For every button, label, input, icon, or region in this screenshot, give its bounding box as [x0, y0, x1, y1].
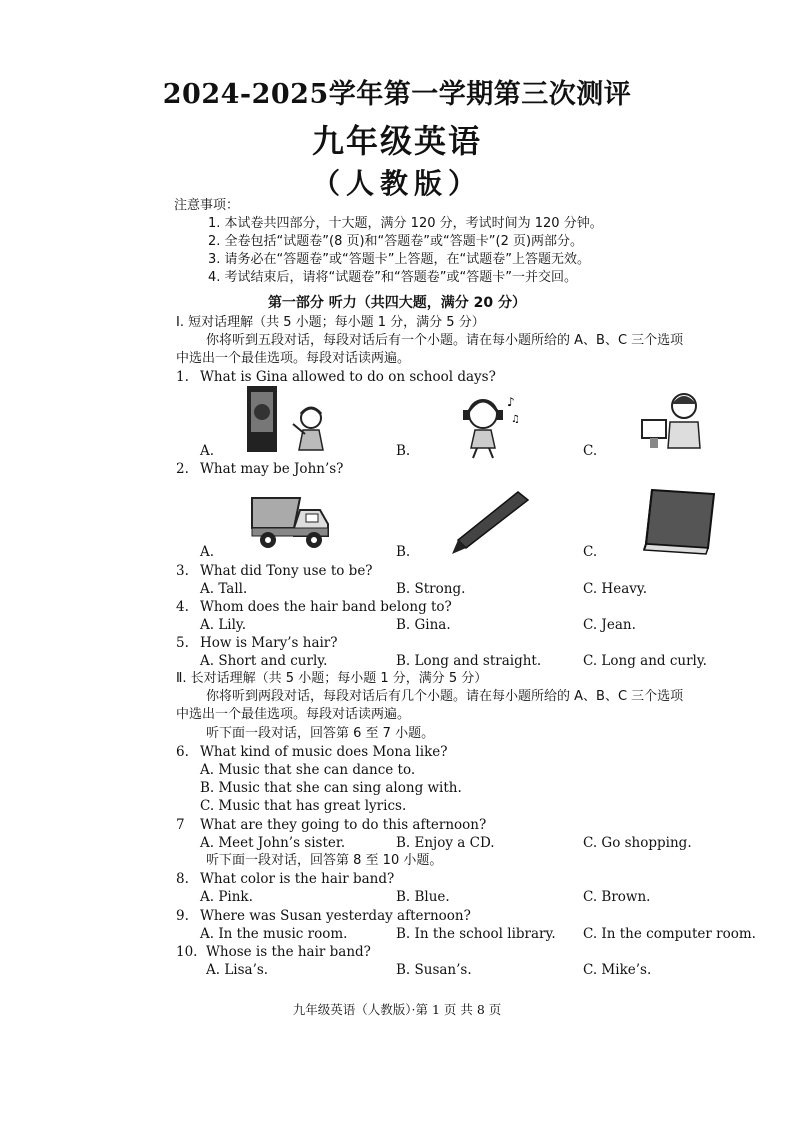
option-a: A. Meet John’s sister. — [200, 835, 346, 851]
question-number: 4. — [176, 599, 189, 615]
question-text: Whom does the hair band belong to? — [200, 599, 452, 615]
option-c: C. — [583, 544, 598, 560]
notice-item: 2. 全卷包括“试题卷”(8 页)和“答题卷”或“答题卡”(2 页)两部分。 — [208, 234, 584, 249]
question-text: Where was Susan yesterday afternoon? — [200, 908, 471, 924]
notice-item: 1. 本试卷共四部分，十大题，满分 120 分，考试时间为 120 分钟。 — [208, 216, 603, 231]
notice-item: 3. 请务必在“答题卷”或“答题卡”上答题，在“试题卷”上答题无效。 — [208, 252, 590, 267]
section2-heading: Ⅱ. 长对话理解（共 5 小题；每小题 1 分，满分 5 分） — [176, 671, 488, 686]
question-number: 7 — [176, 817, 185, 833]
option-c: C. Music that has great lyrics. — [200, 798, 407, 814]
section2-instruction: 中选出一个最佳选项。每段对话读两遍。 — [176, 707, 411, 722]
option-b: B. — [396, 443, 411, 459]
subject-title: 九年级英语 — [311, 122, 482, 160]
option-c: C. Mike’s. — [583, 962, 652, 978]
notice-item: 4. 考试结束后，请将“试题卷”和“答题卷”或“答题卡”一并交回。 — [208, 270, 577, 285]
tv-watching-picture — [245, 384, 335, 456]
option-c: C. Brown. — [583, 889, 651, 905]
question-text: What is Gina allowed to do on school days? — [200, 369, 496, 385]
question-text: What are they going to do this afternoon? — [200, 817, 487, 833]
section2-instruction: 你将听到两段对话，每段对话后有几个小题。请在每小题所给的 A、B、C 三个选项 — [206, 689, 684, 704]
dialogue-lead: 听下面一段对话，回答第 8 至 10 小题。 — [206, 853, 443, 868]
option-b: B. Blue. — [396, 889, 450, 905]
option-b: B. Long and straight. — [396, 653, 542, 669]
exam-title: 2024-2025学年第一学期第三次测评 — [162, 79, 632, 110]
option-a: A. Short and curly. — [200, 653, 328, 669]
option-a: A. — [200, 544, 215, 560]
option-a: A. Lily. — [200, 617, 247, 633]
question-number: 1. — [176, 369, 189, 385]
section1-instruction: 你将听到五段对话，每段对话后有一个小题。请在每小题所给的 A、B、C 三个选项 — [206, 333, 684, 348]
option-c: C. In the computer room. — [583, 926, 756, 942]
question-number: 10. — [176, 944, 198, 960]
option-b: B. Susan’s. — [396, 962, 472, 978]
part1-heading: 第一部分 听力（共四大题，满分 20 分） — [267, 295, 527, 311]
option-c: C. Jean. — [583, 617, 636, 633]
computer-picture — [640, 388, 712, 458]
music-headphones-picture — [455, 388, 525, 460]
option-a: A. In the music room. — [200, 926, 348, 942]
option-c: C. Heavy. — [583, 581, 647, 597]
question-number: 5. — [176, 635, 189, 651]
option-c: C. — [583, 443, 598, 459]
option-b: B. Gina. — [396, 617, 451, 633]
question-number: 8. — [176, 871, 189, 887]
option-b: B. Music that she can sing along with. — [200, 780, 462, 796]
question-text: Whose is the hair band? — [206, 944, 371, 960]
question-text: What did Tony use to be? — [200, 563, 373, 579]
option-b: B. In the school library. — [396, 926, 556, 942]
question-text: What kind of music does Mona like? — [200, 744, 448, 760]
section1-heading: Ⅰ. 短对话理解（共 5 小题；每小题 1 分，满分 5 分） — [176, 315, 485, 330]
pen-picture — [448, 488, 532, 558]
truck-picture — [248, 488, 332, 552]
option-a: A. Pink. — [200, 889, 253, 905]
option-a: A. — [200, 443, 215, 459]
option-b: B. Enjoy a CD. — [396, 835, 495, 851]
question-text: How is Mary’s hair? — [200, 635, 338, 651]
option-c: C. Long and curly. — [583, 653, 707, 669]
question-number: 6. — [176, 744, 189, 760]
option-c: C. Go shopping. — [583, 835, 692, 851]
option-b: B. — [396, 544, 411, 560]
notice-heading: 注意事项： — [174, 198, 240, 213]
option-b: B. Strong. — [396, 581, 466, 597]
option-a: A. Lisa’s. — [206, 962, 269, 978]
question-number: 3. — [176, 563, 189, 579]
question-number: 2. — [176, 461, 189, 477]
question-text: What may be John’s? — [200, 461, 344, 477]
question-number: 9. — [176, 908, 189, 924]
option-a: A. Tall. — [200, 581, 248, 597]
svg-text:♪: ♪ — [507, 395, 515, 409]
edition-title: （人教版） — [311, 167, 482, 200]
dialogue-lead: 听下面一段对话，回答第 6 至 7 小题。 — [206, 726, 435, 741]
question-text: What color is the hair band? — [200, 871, 395, 887]
page-footer: 九年级英语（人教版）·第 1 页 共 8 页 — [292, 1002, 502, 1017]
section1-instruction: 中选出一个最佳选项。每段对话读两遍。 — [176, 351, 411, 366]
svg-text:♫: ♫ — [511, 414, 520, 425]
option-a: A. Music that she can dance to. — [200, 762, 416, 778]
book-picture — [638, 488, 718, 558]
